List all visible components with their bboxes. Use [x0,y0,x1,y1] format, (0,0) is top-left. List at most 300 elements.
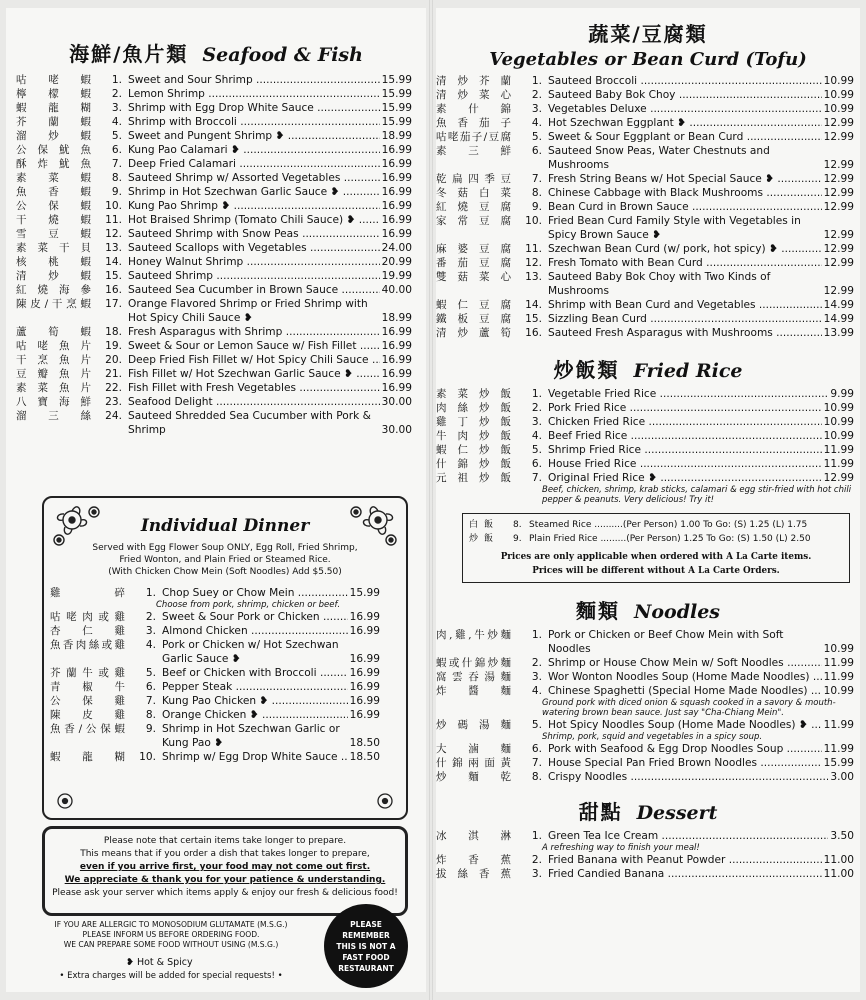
item-name: Fried Bean Curd Family Style with Vegetables in Spicy Brown Sauce ❥ [548,215,801,241]
item-name: Orange Flavored Shrimp or Fried Shrimp with Hot Spicy Chili Sauce ❥ [128,298,368,324]
item-number: 3. [531,868,542,880]
menu-item-row [436,742,854,756]
menu-item-row [436,74,854,88]
item-number: 3. [145,625,156,637]
item-name: Sizzling Bean Curd ..... [548,312,822,326]
item-price: 3.00 [830,771,854,783]
item-name-zh: 拔絲香蕉 [436,868,512,880]
item-name: Sweet and Pungent Shrimp ❥ ..... [128,129,380,143]
menu-item-row [50,624,380,638]
menu-item-row [16,213,412,227]
noodles-title-zh: 麵類 [575,599,620,623]
spicy-legend: ❥ Hot & Spicy [126,957,193,968]
item-price: 15.99 [381,88,412,100]
menu-item-row [16,325,412,339]
badge-line4: FAST FOOD [342,952,390,962]
steamed-rice-num: 8. [513,520,522,530]
item-number: 4. [531,117,542,129]
menu-item-row [16,199,412,213]
menu-item-row [436,102,854,116]
item-name-zh: 雞碎 [50,587,126,599]
item-number: 4. [145,639,156,651]
price-note-line1: Prices are only applicable when ordered with A La Carte items. [500,552,812,562]
item-name: Almond Chicken ..... [162,624,348,638]
item-number: 10. [525,215,542,227]
msg-line1: IF YOU ARE ALLERGIC TO MONOSODIUM GLUTAMATE (M.S.G.) [54,920,288,929]
menu-item-row [16,367,412,381]
menu-item-row [50,694,380,708]
item-price: 18.99 [381,130,412,142]
item-number: 8. [145,709,156,721]
item-number: 1. [531,629,542,641]
item-note: Beef, chicken, shrimp, krab sticks, calamari & egg stir-fried with hot chili pepper & peanuts. Very delicious! Try it! [542,485,852,505]
item-name: Orange Chicken ❥ ..... [162,708,348,722]
item-price: 15.99 [349,587,380,599]
menu-item-row [436,718,854,732]
item-name: Honey Walnut Shrimp ..... [128,255,380,269]
item-number: 8. [111,172,122,184]
item-name: Szechwan Bean Curd (w/ pork, hot spicy) ❥ ..... [548,242,822,256]
item-number: 1. [531,75,542,87]
item-number: 15. [525,313,542,325]
menu-item-row [436,186,854,200]
item-name-zh: 檸檬蝦 [16,88,92,100]
item-name: Sauteed Shrimp w/ Assorted Vegetables ..... [128,171,380,185]
noodles-header [436,595,860,624]
individual-dinner-box [42,496,408,820]
item-number: 5. [531,131,542,143]
item-name-zh: 蘆筍蝦 [16,326,92,338]
item-name-zh: 干燒蝦 [16,214,92,226]
item-name: Original Fried Rice ❥ ..... [548,471,822,485]
item-number: 7. [111,158,122,170]
item-number: 14. [105,256,122,268]
item-number: 3. [531,416,542,428]
item-name: Shrimp with Broccoli ..... [128,115,380,129]
item-name: Sauteed Shrimp ..... [128,269,380,283]
item-name-zh: 素菜炒飯 [436,388,512,400]
menu-item-row [436,656,854,670]
menu-item-row [16,283,412,297]
item-name-zh: 素菜蝦 [16,172,92,184]
menu-item-row [436,628,854,656]
item-name-zh: 芥蘭蝦 [16,116,92,128]
item-number: 15. [105,270,122,282]
item-number: 6. [145,681,156,693]
steamed-rice-zh: 白飯 [469,520,500,530]
item-name-zh: 魚香/公保蝦 [50,723,126,735]
item-price: 11.99 [823,743,854,755]
menu-item-row [436,144,854,172]
menu-item-row [436,326,854,340]
dinner-desc-line3: (With Chicken Chow Mein (Soft Noodles) Add $5.50) [108,567,342,577]
menu-item-row [436,829,854,843]
item-number: 2. [531,854,542,866]
menu-item-row [16,339,412,353]
rice-list [436,387,854,505]
menu-item-row [16,185,412,199]
item-price: 16.99 [381,200,412,212]
item-price: 12.99 [823,257,854,269]
item-price: 11.99 [823,719,854,731]
item-number: 9. [145,723,156,735]
right-panel [436,8,860,992]
rice-title-zh: 炒飯類 [553,358,620,382]
item-name-zh: 核桃蝦 [16,256,92,268]
item-number: 21. [105,368,122,380]
item-name-zh: 肉絲炒飯 [436,402,512,414]
item-price: 16.99 [381,326,412,338]
item-price: 16.99 [381,228,412,240]
item-name: Sauteed Snow Peas, Water Chestnuts and Mushrooms [548,145,770,171]
item-name-zh: 元祖炒飯 [436,472,512,484]
steamed-rice-text: Steamed Rice ..........(Per Person) 1.00 To Go: (S) 1.25 (L) 1.75 [529,520,808,530]
item-name-zh: 芥蘭牛或雞 [50,667,126,679]
item-price: 12.99 [823,117,854,129]
item-name-zh: 紅燒海參 [16,284,92,296]
item-name: Chinese Cabbage with Black Mushrooms ..... [548,186,822,200]
item-name-zh: 炒麵乾 [436,771,512,783]
item-name: Sauteed Baby Bok Choy ..... [548,88,822,102]
menu-item-row [16,143,412,157]
item-name-zh: 蝦或什錦炒麵 [436,657,512,669]
item-name-zh: 雪豆蝦 [16,228,92,240]
item-name: Kung Pao Chicken ❥ ..... [162,694,348,708]
item-number: 24. [105,410,122,422]
item-price: 10.99 [823,402,854,414]
item-price: 12.99 [823,285,854,297]
item-price: 18.50 [349,737,380,749]
item-number: 3. [531,671,542,683]
menu-item-row [50,638,380,666]
item-number: 23. [105,396,122,408]
item-price: 12.99 [823,472,854,484]
item-name-zh: 炸醬麵 [436,685,512,697]
menu-item-row [50,680,380,694]
item-name: Fresh String Beans w/ Hot Special Sauce ❥ ..... [548,172,822,186]
item-name: Crispy Noodles ..... [548,770,828,784]
item-price: 3.50 [830,830,854,842]
item-number: 10. [139,751,156,763]
seafood-list [16,73,412,437]
item-name-zh: 溜三絲 [16,410,92,422]
item-name-zh: 陳皮雞 [50,709,126,721]
item-name: Pork or Chicken w/ Hot Szechwan Garlic Sauce ❥ [162,639,339,665]
menu-item-row [436,214,854,242]
item-name: Shrimp in Hot Szechwan Garlic or Kung Pao ❥ [162,723,340,749]
item-name: Pepper Steak ..... [162,680,348,694]
menu-item-row [16,115,412,129]
menu-item-row [436,471,854,485]
item-name: Wor Wonton Noodles Soup (Home Made Noodles) ..... [548,670,822,684]
menu-item-row [16,241,412,255]
notice-line1: Please note that certain items take longer to prepare. [103,836,347,846]
dessert-header [436,796,860,825]
item-name-zh: 冬菇白菜 [436,187,512,199]
item-name-zh: 豆瓣魚片 [16,368,92,380]
item-price: 11.99 [823,458,854,470]
item-name: Pork Fried Rice ..... [548,401,822,415]
item-price: 16.99 [349,653,380,665]
extra-charges: • Extra charges will be added for special requests! • [59,971,283,981]
item-name: Shrimp with Egg Drop White Sauce ..... [128,101,380,115]
menu-item-row [436,88,854,102]
item-number: 12. [525,257,542,269]
item-price: 16.99 [381,144,412,156]
item-name-zh: 干烹魚片 [16,354,92,366]
item-name: Vegetables Deluxe ..... [548,102,822,116]
item-name: House Special Pan Fried Brown Noodles ..... [548,756,822,770]
item-name-zh: 蝦仁豆腐 [436,299,512,311]
item-number: 9. [111,186,122,198]
item-name-zh: 清炒芥蘭 [436,75,512,87]
item-name: Fresh Asparagus with Shrimp ..... [128,325,380,339]
steamed-rice-row [469,518,843,532]
badge-line5: RESTAURANT [338,963,394,973]
menu-item-row [436,298,854,312]
dessert-list [436,829,854,881]
item-name: Sauteed Shrimp with Snow Peas ..... [128,227,380,241]
menu-item-row [436,853,854,867]
item-price: 11.00 [823,868,854,880]
item-number: 6. [111,144,122,156]
item-name: Lemon Shrimp ..... [128,87,380,101]
item-price: 10.99 [823,430,854,442]
item-name: Beef or Chicken with Broccoli ..... [162,666,348,680]
item-number: 3. [531,103,542,115]
item-name: Bean Curd in Brown Sauce ..... [548,200,822,214]
dinner-desc-line2: Fried Wonton, and Plain Fried or Steamed Rice. [119,555,331,565]
item-name-zh: 咕咾肉或雞 [50,611,126,623]
item-price: 13.99 [823,327,854,339]
item-name: Sweet and Sour Shrimp ..... [128,73,380,87]
item-name-zh: 咕咾茄子/豆腐 [436,131,512,143]
item-name-zh: 陳皮/干烹蝦 [16,298,92,310]
item-price: 15.99 [381,74,412,86]
page-fold [429,0,433,1000]
item-number: 18. [105,326,122,338]
item-number: 13. [525,271,542,283]
item-number: 2. [111,88,122,100]
item-name: Kung Pao Shrimp ❥ ..... [128,199,380,213]
item-price: 16.99 [381,158,412,170]
item-price: 16.99 [349,625,380,637]
item-note: Shrimp, pork, squid and vegetables in a spicy soup. [542,732,763,742]
menu-item-row [436,116,854,130]
menu-item-row [16,297,412,325]
item-number: 11. [105,214,122,226]
item-price: 12.99 [823,187,854,199]
item-number: 17. [105,298,122,310]
item-price: 18.50 [349,751,380,763]
menu-item-row [16,409,412,437]
item-number: 16. [525,327,542,339]
menu-item-row [16,101,412,115]
item-name-zh: 窩雲吞湯麵 [436,671,512,683]
item-name: Pork with Seafood & Egg Drop Noodles Soup ..... [548,742,822,756]
item-name-zh: 魚香蝦 [16,186,92,198]
flower-ornament-left [50,500,110,550]
item-name-zh: 咕咾魚片 [16,340,92,352]
menu-item-row [436,242,854,256]
item-name: Sauteed Shredded Sea Cucumber with Pork & Shrimp [128,410,371,436]
item-name: Vegetable Fried Rice ..... [548,387,828,401]
item-name: House Fried Rice ..... [548,457,822,471]
item-price: 11.00 [823,854,854,866]
item-note: Choose from pork, shrimp, chicken or beef. [156,600,341,610]
menu-item-row [436,670,854,684]
item-number: 16. [105,284,122,296]
notice-line4: We appreciate & thank you for your patience & understanding. [64,875,386,885]
item-price: 12.99 [823,243,854,255]
item-number: 5. [111,130,122,142]
item-price: 12.99 [823,229,854,241]
plain-fried-rice-text: Plain Fried Rice .........(Per Person) 1.25 To Go: (S) 1.50 (L) 2.50 [529,534,811,544]
menu-item-row [16,157,412,171]
item-number: 20. [105,354,122,366]
item-name: Hot Spicy Noodles Soup (Home Made Noodles) ❥ ..... [548,718,822,732]
menu-item-row [16,73,412,87]
rice-header [436,354,860,383]
item-price: 16.99 [381,214,412,226]
item-name: Beef Fried Rice ..... [548,429,822,443]
item-number: 2. [531,89,542,101]
item-name: Kung Pao Calamari ❥ ..... [128,143,380,157]
item-name: Fish Fillet with Fresh Vegetables ..... [128,381,380,395]
item-price: 14.99 [823,299,854,311]
item-name: Chop Suey or Chow Mein ..... [162,586,348,600]
item-number: 22. [105,382,122,394]
item-number: 4. [531,430,542,442]
badge-line1: PLEASE [350,919,382,929]
item-name: Sauteed Baby Bok Choy with Two Kinds of Mushrooms [548,271,771,297]
item-name: Sweet & Sour Eggplant or Bean Curd ..... [548,130,822,144]
item-price: 12.99 [823,173,854,185]
seafood-title-en: Seafood & Fish [202,44,363,66]
item-note: A refreshing way to finish your meal! [542,843,700,853]
item-name-zh: 咕咾蝦 [16,74,92,86]
item-number: 1. [111,74,122,86]
badge-line3: THIS IS NOT A [336,941,396,951]
item-number: 10. [105,200,122,212]
item-price: 16.99 [349,611,380,623]
item-number: 14. [525,299,542,311]
item-number: 2. [145,611,156,623]
item-number: 7. [531,173,542,185]
menu-item-row [16,353,412,367]
plain-fried-rice-row [469,532,843,546]
item-price: 11.99 [823,671,854,683]
item-price: 16.99 [381,382,412,394]
menu-item-row [436,172,854,186]
item-number: 4. [531,685,542,697]
item-name: Hot Szechwan Eggplant ❥ ..... [548,116,822,130]
menu-item-row [436,443,854,457]
dinner-title: Individual Dinner [140,516,310,536]
menu-item-row [50,708,380,722]
item-number: 1. [531,830,542,842]
item-price: 19.99 [381,270,412,282]
item-name: Deep Fried Calamari ..... [128,157,380,171]
item-name: Shrimp or House Chow Mein w/ Soft Noodles ..... [548,656,822,670]
item-name: Chicken Fried Rice ..... [548,415,822,429]
item-name: Sweet & Sour Pork or Chicken ..... [162,610,348,624]
item-number: 7. [531,757,542,769]
item-name-zh: 蝦龍糊 [50,751,126,763]
menu-item-row [436,200,854,214]
dessert-title-en: Dessert [636,802,718,824]
item-price: 40.00 [381,284,412,296]
badge-line2: REMEMBER [342,930,390,940]
veg-title-zh: 蔬菜/豆腐類 [588,22,708,46]
menu-item-row [436,756,854,770]
item-price: 12.99 [823,201,854,213]
item-name-zh: 大滷麵 [436,743,512,755]
menu-item-row [16,395,412,409]
item-price: 14.99 [823,313,854,325]
notice-line3: even if you arrive first, your food may not come out first. [79,862,371,872]
item-price: 15.99 [381,102,412,114]
item-price: 12.99 [823,159,854,171]
item-name: Shrimp in Hot Szechwan Garlic Sauce ❥ ..... [128,185,380,199]
item-price: 10.99 [823,685,854,697]
menu-item-row [16,269,412,283]
item-name: Fried Candied Banana ..... [548,867,822,881]
item-number: 3. [111,102,122,114]
item-name-zh: 魚香肉絲或雞 [50,639,126,651]
notice-line2: This means that if you order a dish that takes longer to prepare, [80,849,370,859]
item-name-zh: 酥炸魷魚 [16,158,92,170]
item-name-zh: 杏仁雞 [50,625,126,637]
menu-item-row [436,312,854,326]
item-name-zh: 雞丁炒飯 [436,416,512,428]
item-number: 7. [145,695,156,707]
item-name-zh: 公保魷魚 [16,144,92,156]
item-name-zh: 清炒菜心 [436,89,512,101]
item-name-zh: 素什錦 [436,103,512,115]
item-name: Shrimp with Bean Curd and Vegetables ..... [548,298,822,312]
item-name: Hot Braised Shrimp (Tomato Chili Sauce) ❥ ..... [128,213,380,227]
veg-header-en-row [436,49,860,70]
menu-item-row [436,387,854,401]
menu-item-row [50,610,380,624]
item-price: 10.99 [823,89,854,101]
menu-item-row [436,867,854,881]
item-number: 1. [145,587,156,599]
item-price: 16.99 [381,340,412,352]
plain-fried-rice-num: 9. [513,534,522,544]
item-name-zh: 肉,雞,牛炒麵 [436,629,512,641]
item-number: 4. [111,116,122,128]
item-name-zh: 蝦龍糊 [16,102,92,114]
item-number: 5. [145,667,156,679]
menu-item-row [436,415,854,429]
menu-item-row [436,457,854,471]
veg-list [436,74,854,340]
noodles-title-en: Noodles [633,601,720,623]
veg-title-en: Vegetables or Bean Curd (Tofu) [489,49,807,70]
item-name: Shrimp Fried Rice ..... [548,443,822,457]
item-number: 11. [525,243,542,255]
item-price: 12.99 [823,131,854,143]
msg-line2: PLEASE INFORM US BEFORE ORDERING FOOD. [82,930,260,939]
item-price: 16.99 [349,695,380,707]
item-price: 24.00 [381,242,412,254]
item-name-zh: 八寶海鮮 [16,396,92,408]
menu-item-row [50,666,380,680]
item-name: Chinese Spaghetti (Special Home Made Noodles) ..... [548,684,822,698]
item-name-zh: 冰淇淋 [436,830,512,842]
